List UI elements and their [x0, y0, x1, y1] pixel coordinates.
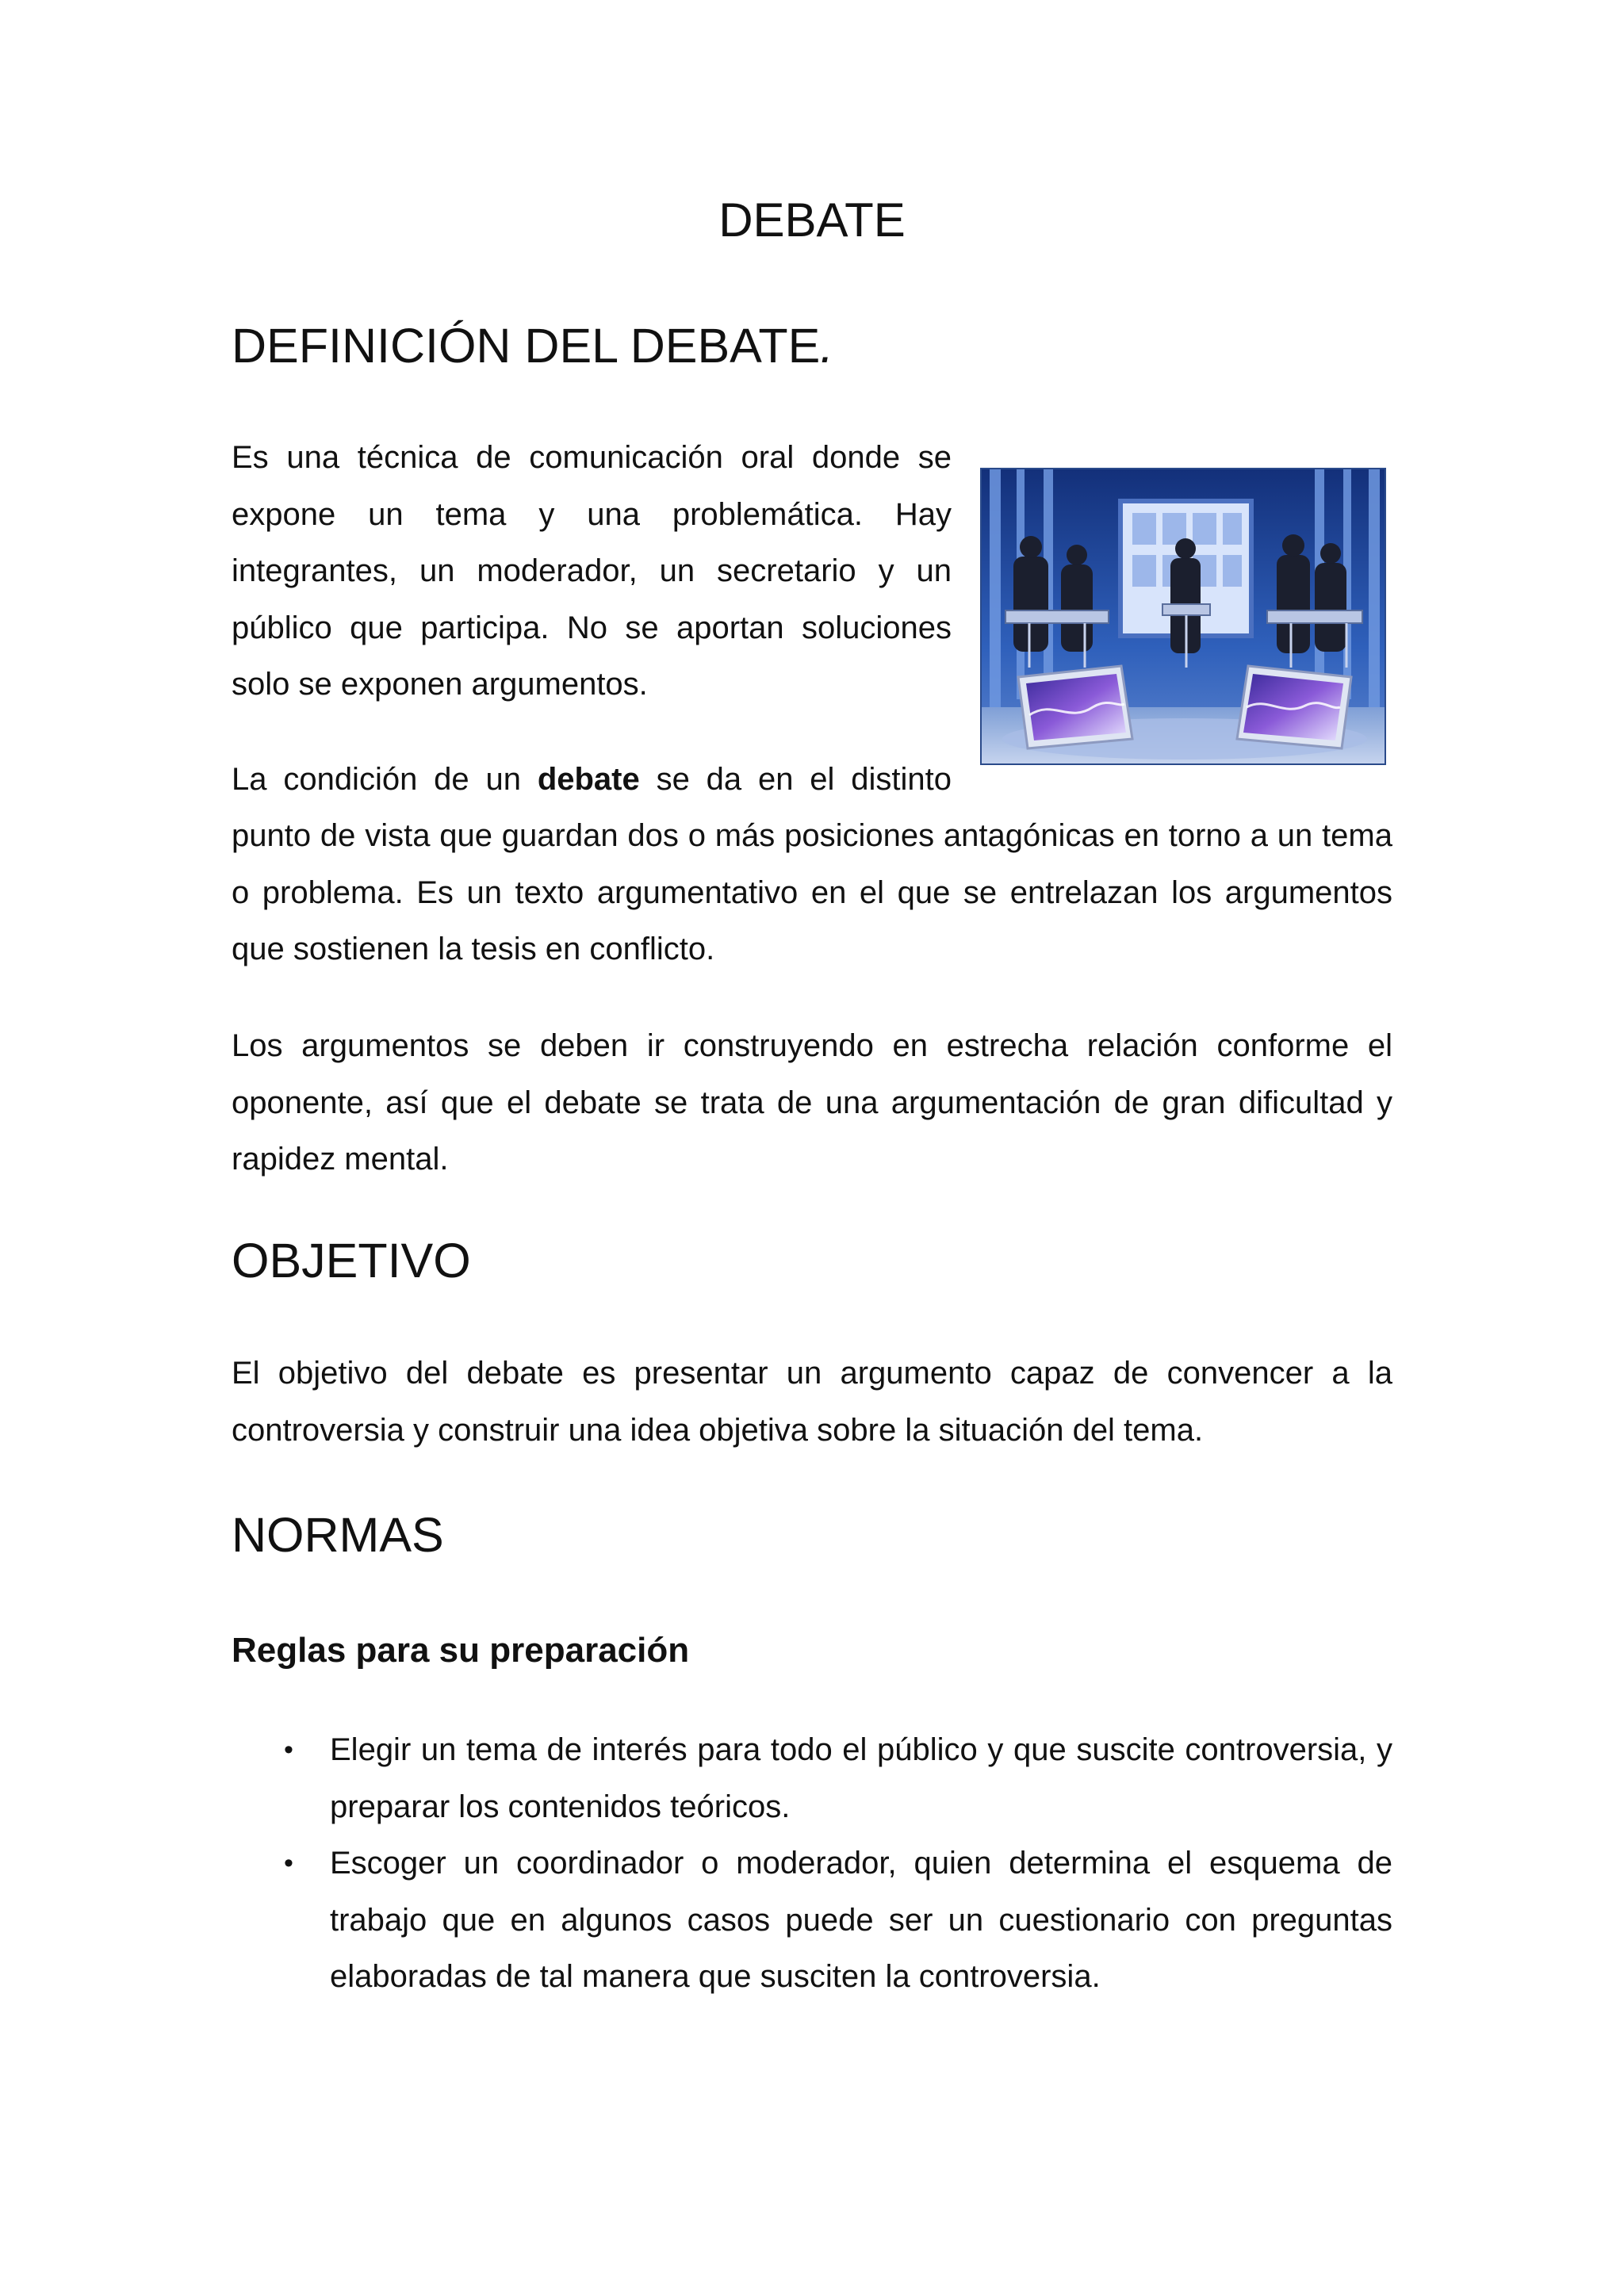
list-item	[232, 1835, 1392, 2006]
bullet-icon: •	[284, 1735, 293, 1765]
definition-section	[232, 430, 1392, 978]
definition-heading	[232, 312, 833, 379]
list-item	[232, 1722, 1392, 1835]
list-item-text: Elegir un tema de interés para todo el público y que suscite controversia, y preparar los contenidos teóricos.	[330, 1732, 1392, 1824]
preparation-rules-list	[232, 1722, 1392, 2006]
bullet-icon: •	[284, 1848, 293, 1878]
list-item-text: Escoger un coordinador o moderador, quien determina el esquema de trabajo que en algunos casos puede ser un cuestionario con preguntas elaboradas de tal manera que susciten la controversia.	[330, 1846, 1392, 1994]
definition-paragraph-3: Los argumentos se deben ir construyendo en estrecha relación conforme el oponente, así que el debate se trata de una argumentación de gran dificultad y rapidez mental.	[232, 1028, 1392, 1177]
definition-heading-period: .	[820, 319, 834, 373]
objective-heading: OBJETIVO	[232, 1234, 471, 1288]
definition-paragraph-2-start: La condición de un	[232, 761, 538, 797]
debate-studio-illustration	[982, 469, 1386, 765]
definition-paragraph-2	[232, 752, 1392, 978]
preparation-rules-subheading: Reglas para su preparación	[232, 1631, 690, 1670]
definition-heading-text: DEFINICIÓN DEL DEBATE	[232, 319, 821, 373]
document-title: DEBATE	[718, 193, 906, 247]
norms-heading: NORMAS	[232, 1508, 444, 1562]
debate-bold-term: debate	[537, 761, 640, 797]
debate-studio-photo	[980, 468, 1386, 765]
definition-paragraph-1: Es una técnica de comunicación oral donde se expone un tema y una problemática. Hay integrantes, un moderador, un secretario y un público que participa. No se aportan soluciones solo se exponen argumentos.	[232, 440, 952, 702]
definition-paragraph-2-end: se da en el distinto punto de vista que guardan dos o más posiciones antagónicas en torno a un tema o problema. Es un texto argumentativo en el que se entrelazan los argumentos que sostienen la tesis en conflicto.	[232, 761, 1392, 966]
objective-paragraph: El objetivo del debate es presentar un argumento capaz de convencer a la controversia y construir una idea objetiva sobre la situación del tema.	[232, 1356, 1392, 1448]
